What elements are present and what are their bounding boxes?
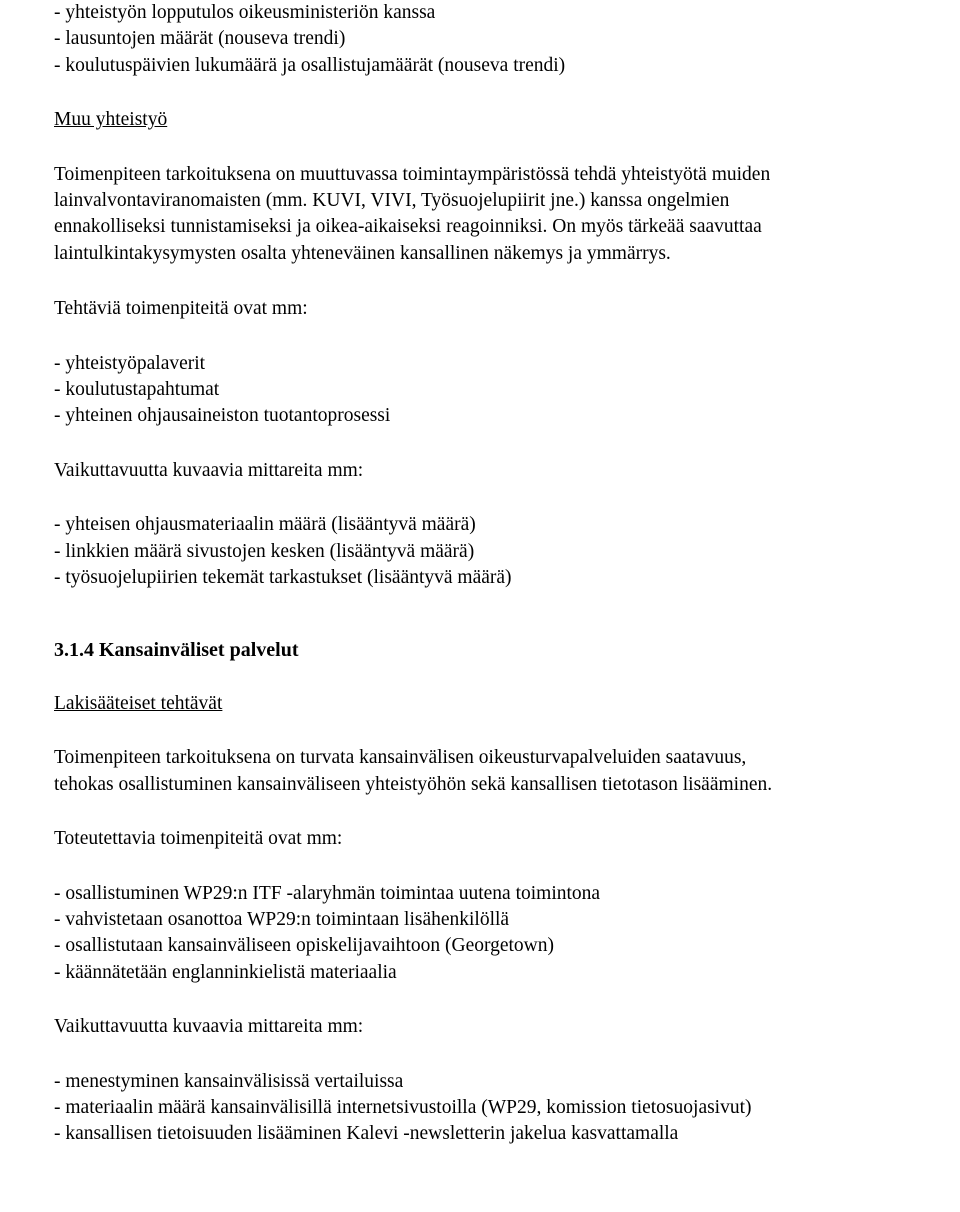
list-item: - materiaalin määrä kansainvälisillä internetsivustoilla (WP29, komission tietosuojasivut) (54, 1096, 752, 1118)
document-page (54, 0, 954, 1148)
list-item: - yhteistyön lopputulos oikeusministeriön kanssa (54, 2, 436, 23)
section-paragraph (54, 745, 954, 798)
paragraph-line: laintulkintakysymysten osalta yhteneväinen kansallinen näkemys ja ymmärrys. (54, 242, 671, 264)
list-item: - vahvistetaan osanottoa WP29:n toimintaan lisähenkilöllä (54, 908, 510, 930)
section-subheading: Lakisääteiset tehtävät (54, 692, 223, 714)
list-item: - työsuojelupiirien tekemät tarkastukset (lisääntyvä määrä) (54, 567, 512, 589)
actions-list (54, 881, 954, 987)
list-item: - osallistutaan kansainväliseen opiskelijavaihtoon (Georgetown) (54, 935, 555, 957)
list-item: - yhteistyöpalaverit (54, 352, 206, 374)
list-item: - lausuntojen määrät (nouseva trendi) (54, 28, 346, 50)
section-indicators-intro: Vaikuttavuutta kuvaavia mittareita mm: (54, 1016, 364, 1038)
section-indicators-list (54, 1069, 954, 1148)
indicators-intro: Vaikuttavuutta kuvaavia mittareita mm: (54, 459, 364, 481)
paragraph-line: Toimenpiteen tarkoituksena on turvata kansainvälisen oikeusturvapalveluiden saatavuus, (54, 747, 747, 769)
actions-intro: Toteutettavia toimenpiteitä ovat mm: (54, 828, 343, 850)
muu-yhteistyo-heading: Muu yhteistyö (54, 109, 168, 131)
paragraph-line: lainvalvontaviranomaisten (mm. KUVI, VIVI, Työsuojelupiirit jne.) kanssa ongelmien (54, 190, 730, 212)
list-item: - kansallisen tietoisuuden lisääminen Kalevi -newsletterin jakelua kasvattamalla (54, 1123, 679, 1145)
tasks-intro: Tehtäviä toimenpiteitä ovat mm: (54, 298, 308, 320)
muu-yhteistyo-paragraph (54, 162, 954, 268)
list-item: - yhteisen ohjausmateriaalin määrä (lisääntyvä määrä) (54, 514, 476, 536)
list-item: - käännätetään englanninkielistä materiaalia (54, 961, 397, 983)
paragraph-line: ennakolliseksi tunnistamiseksi ja oikea-aikaiseksi reagoinniksi. On myös tärkeää saavuttaa (54, 216, 762, 238)
paragraph-line: tehokas osallistuminen kansainväliseen yhteistyöhön sekä kansallisen tietotason lisääminen. (54, 773, 773, 795)
list-item: - menestyminen kansainvälisissä vertailuissa (54, 1070, 404, 1092)
tasks-list (54, 351, 954, 430)
top-list (54, 0, 954, 79)
list-item: - koulutustapahtumat (54, 379, 220, 401)
indicators-list (54, 512, 954, 591)
list-item: - osallistuminen WP29:n ITF -alaryhmän toimintaa uutena toimintona (54, 882, 601, 904)
section-title: 3.1.4 Kansainväliset palvelut (54, 638, 299, 661)
list-item: - linkkien määrä sivustojen kesken (lisääntyvä määrä) (54, 540, 475, 562)
paragraph-line: Toimenpiteen tarkoituksena on muuttuvassa toimintaympäristössä tehdä yhteistyötä muiden (54, 163, 771, 185)
list-item: - koulutuspäivien lukumäärä ja osallistujamäärät (nouseva trendi) (54, 54, 566, 76)
list-item: - yhteinen ohjausaineiston tuotantoprosessi (54, 405, 391, 427)
